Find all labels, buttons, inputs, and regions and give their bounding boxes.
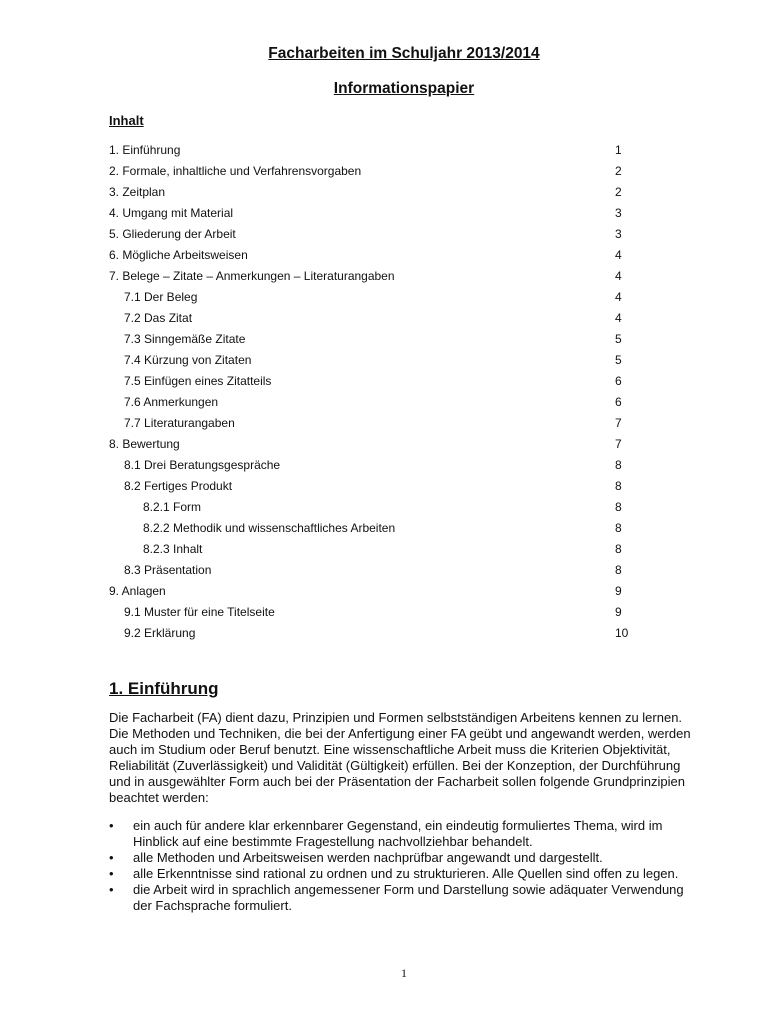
toc-entry-label: 3. Zeitplan — [109, 185, 166, 199]
toc-entry-label: 8. Bewertung — [109, 437, 180, 451]
toc-heading: Inhalt — [109, 113, 144, 128]
toc-entry-label: 7.4 Kürzung von Zitaten — [124, 353, 252, 367]
toc-entry-label: 8.2 Fertiges Produkt — [124, 479, 233, 493]
toc-entry[interactable] — [0, 140, 770, 161]
bullet-icon: • — [109, 818, 114, 833]
list-item-text: die Arbeit wird in sprachlich angemessener Form und Darstellung sowie adäquater Verwendung der Fachsprache formuliert. — [133, 882, 684, 913]
list-item — [109, 850, 699, 866]
toc-entry[interactable] — [0, 308, 770, 329]
toc-entry-label: 8.2.3 Inhalt — [143, 542, 203, 556]
toc-entry-label: 2. Formale, inhaltliche und Verfahrensvorgaben — [109, 164, 362, 178]
bullet-icon: • — [109, 882, 114, 897]
toc-entry-page: 2 — [615, 164, 622, 178]
toc-entry-page: 10 — [615, 626, 629, 640]
toc-entry-label: 1. Einführung — [109, 143, 181, 157]
toc-entry-label: 7.1 Der Beleg — [124, 290, 198, 304]
toc-entry[interactable] — [0, 602, 770, 623]
toc-entry-page: 8 — [615, 458, 622, 472]
toc-entry-page: 6 — [615, 395, 622, 409]
toc-entry-page: 3 — [615, 206, 622, 220]
toc-entry[interactable] — [0, 476, 770, 497]
toc-entry[interactable] — [0, 287, 770, 308]
toc-entry[interactable] — [0, 329, 770, 350]
toc-entry-page: 8 — [615, 521, 622, 535]
toc-entry[interactable] — [0, 224, 770, 245]
intro-paragraph: Die Facharbeit (FA) dient dazu, Prinzipien und Formen selbstständigen Arbeitens kennen zu lernen. Die Methoden und Techniken, die bei der Anfertigung einer FA geübt und angewandt werden, werden auch im Studium oder Beruf benutzt. Eine wissenschaftliche Arbeit muss die Kriterien Objektivität, Reliabilität (Zuverlässigkeit) und Validität (Gültigkeit) erfüllen. Bei der Konzeption, der Durchführung und in ausgewählter Form auch bei der Präsentation der Facharbeit sollen folgende Grundprinzipien beachtet werden: — [109, 710, 691, 805]
toc-entry-label: 8.3 Präsentation — [124, 563, 212, 577]
toc-entry-page: 9 — [615, 584, 622, 598]
toc-entry-page: 5 — [615, 332, 622, 346]
toc-entry-label: 7.2 Das Zitat — [124, 311, 193, 325]
document-title: Facharbeiten im Schuljahr 2013/2014 — [268, 45, 540, 62]
toc-entry-label: 7.6 Anmerkungen — [124, 395, 219, 409]
toc-entry-page: 1 — [615, 143, 622, 157]
toc-entry[interactable] — [0, 350, 770, 371]
toc-entry-label: 9.2 Erklärung — [124, 626, 196, 640]
toc-entry-page: 8 — [615, 500, 622, 514]
toc-entry[interactable] — [0, 455, 770, 476]
document-subtitle: Informationspapier — [333, 80, 475, 97]
list-item-text: ein auch für andere klar erkennbarer Gegenstand, ein eindeutig formuliertes Thema, wird im Hinblick auf eine bestimmte Fragestellung nachvollziehbar behandelt. — [133, 818, 663, 849]
list-item — [109, 818, 699, 850]
toc-entry-page: 8 — [615, 542, 622, 556]
toc-entry-page: 4 — [615, 269, 622, 283]
toc-entry-label: 8.2.2 Methodik und wissenschaftliches Arbeiten — [143, 521, 396, 535]
toc-entry-label: 8.2.1 Form — [143, 500, 202, 514]
toc-entry[interactable] — [0, 203, 770, 224]
toc-entry-label: 8.1 Drei Beratungsgespräche — [124, 458, 281, 472]
toc-entry[interactable] — [0, 413, 770, 434]
toc-entry[interactable] — [0, 371, 770, 392]
toc-entry[interactable] — [0, 623, 770, 644]
list-item — [109, 882, 699, 914]
toc-entry[interactable] — [0, 581, 770, 602]
toc-entry-page: 4 — [615, 290, 622, 304]
toc-entry-label: 9. Anlagen — [109, 584, 166, 598]
toc-entry-page: 8 — [615, 479, 622, 493]
toc-entry-page: 2 — [615, 185, 622, 199]
bullet-icon: • — [109, 866, 114, 881]
list-item-text: alle Methoden und Arbeitsweisen werden nachprüfbar angewandt und dargestellt. — [133, 850, 603, 865]
toc-entry-page: 6 — [615, 374, 622, 388]
toc-entry-label: 6. Mögliche Arbeitsweisen — [109, 248, 248, 262]
toc-entry-page: 4 — [615, 248, 622, 262]
toc-entry-page: 8 — [615, 563, 622, 577]
toc-entry-page: 7 — [615, 437, 622, 451]
toc-entry-label: 4. Umgang mit Material — [109, 206, 234, 220]
toc-entry-page: 5 — [615, 353, 622, 367]
list-item — [109, 866, 699, 882]
toc-entry[interactable] — [0, 266, 770, 287]
list-item-text: alle Erkenntnisse sind rational zu ordnen und zu strukturieren. Alle Quellen sind offen zu legen. — [133, 866, 679, 881]
toc-entry-label: 7.3 Sinngemäße Zitate — [124, 332, 246, 346]
toc-entry[interactable] — [0, 392, 770, 413]
toc-entry-label: 7.5 Einfügen eines Zitatteils — [124, 374, 272, 388]
section-heading: 1. Einführung — [109, 679, 219, 698]
toc-entry-page: 9 — [615, 605, 622, 619]
principles-list — [109, 818, 699, 914]
toc-entry[interactable] — [0, 434, 770, 455]
toc-entry-label: 7. Belege – Zitate – Anmerkungen – Literaturangaben — [109, 269, 395, 283]
toc-entry[interactable] — [0, 560, 770, 581]
page-number: 1 — [401, 966, 407, 980]
toc-entry[interactable] — [0, 518, 770, 539]
bullet-icon: • — [109, 850, 114, 865]
toc-entry[interactable] — [0, 539, 770, 560]
toc-entry-page: 3 — [615, 227, 622, 241]
toc-entry-label: 5. Gliederung der Arbeit — [109, 227, 236, 241]
toc-entry-page: 4 — [615, 311, 622, 325]
toc-entry[interactable] — [0, 497, 770, 518]
toc-entry-label: 9.1 Muster für eine Titelseite — [124, 605, 275, 619]
toc-entry[interactable] — [0, 245, 770, 266]
toc-entry[interactable] — [0, 161, 770, 182]
toc-entry-label: 7.7 Literaturangaben — [124, 416, 235, 430]
toc-entry[interactable] — [0, 182, 770, 203]
table-of-contents — [0, 140, 770, 644]
toc-entry-page: 7 — [615, 416, 622, 430]
